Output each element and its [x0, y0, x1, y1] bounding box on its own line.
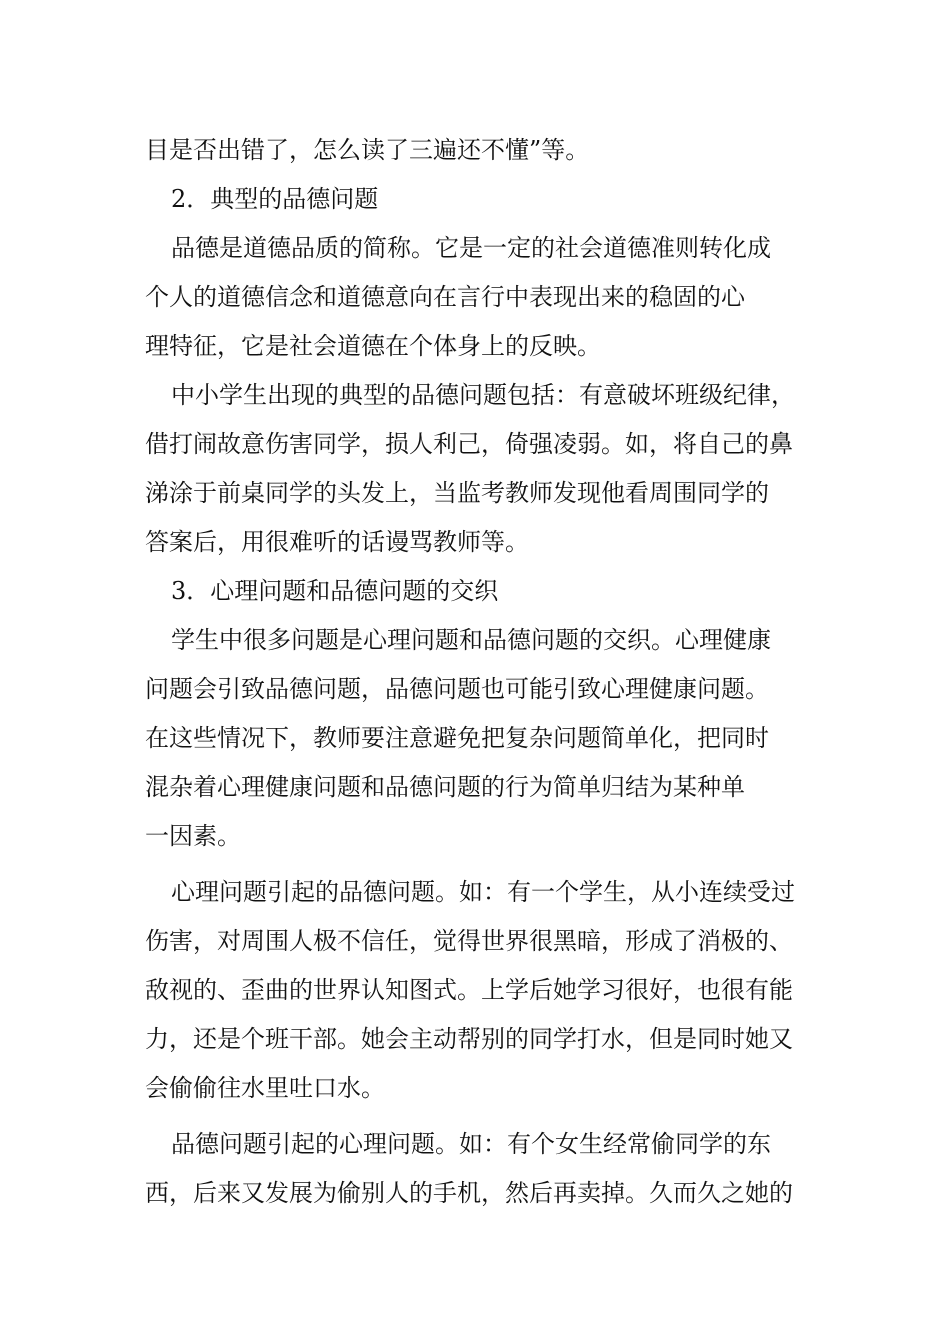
text-line: 会偷偷往水里吐口水。: [145, 1074, 385, 1102]
text-line: 理特征，它是社会道德在个体身上的反映。: [145, 332, 601, 360]
text-line: 混杂着心理健康问题和品德问题的行为简单归结为某种单: [145, 773, 745, 801]
text-line: 一因素。: [145, 822, 241, 850]
text-line: 目是否出错了，怎么读了三遍还不懂”等。: [145, 136, 590, 164]
text-line: 西，后来又发展为偷别人的手机，然后再卖掉。久而久之她的: [145, 1179, 793, 1207]
text-line: 敌视的、歪曲的世界认知图式。上学后她学习很好，也很有能: [145, 976, 793, 1004]
text-line: 个人的道德信念和道德意向在言行中表现出来的稳固的心: [145, 283, 745, 311]
section-heading: 2．典型的品德问题: [171, 185, 379, 213]
document-body: [145, 126, 825, 1218]
text-line: 品德问题引起的心理问题。如：有个女生经常偷同学的东: [171, 1130, 771, 1158]
text-line: 学生中很多问题是心理问题和品德问题的交织。心理健康: [171, 626, 771, 654]
text-line: 问题会引致品德问题，品德问题也可能引致心理健康问题。: [145, 675, 769, 703]
text-line: 答案后，用很难听的话谩骂教师等。: [145, 528, 529, 556]
text-line: 涕涂于前桌同学的头发上，当监考教师发现他看周围同学的: [145, 479, 769, 507]
text-line: 力，还是个班干部。她会主动帮别的同学打水，但是同时她又: [145, 1025, 793, 1053]
section-heading: 3．心理问题和品德问题的交织: [171, 577, 499, 605]
paragraph-gap: [145, 861, 825, 868]
paragraph-gap: [145, 1113, 825, 1120]
text-line: 伤害，对周围人极不信任，觉得世界很黑暗，形成了消极的、: [145, 927, 793, 955]
text-line: 品德是道德品质的简称。它是一定的社会道德准则转化成: [171, 234, 771, 262]
text-line: 在这些情况下，教师要注意避免把复杂问题简单化，把同时: [145, 724, 769, 752]
text-line: 借打闹故意伤害同学，损人利己，倚强凌弱。如，将自己的鼻: [145, 430, 793, 458]
text-line: 中小学生出现的典型的品德问题包括：有意破坏班级纪律，: [171, 381, 795, 409]
text-line: 心理问题引起的品德问题。如：有一个学生，从小连续受过: [171, 878, 795, 906]
